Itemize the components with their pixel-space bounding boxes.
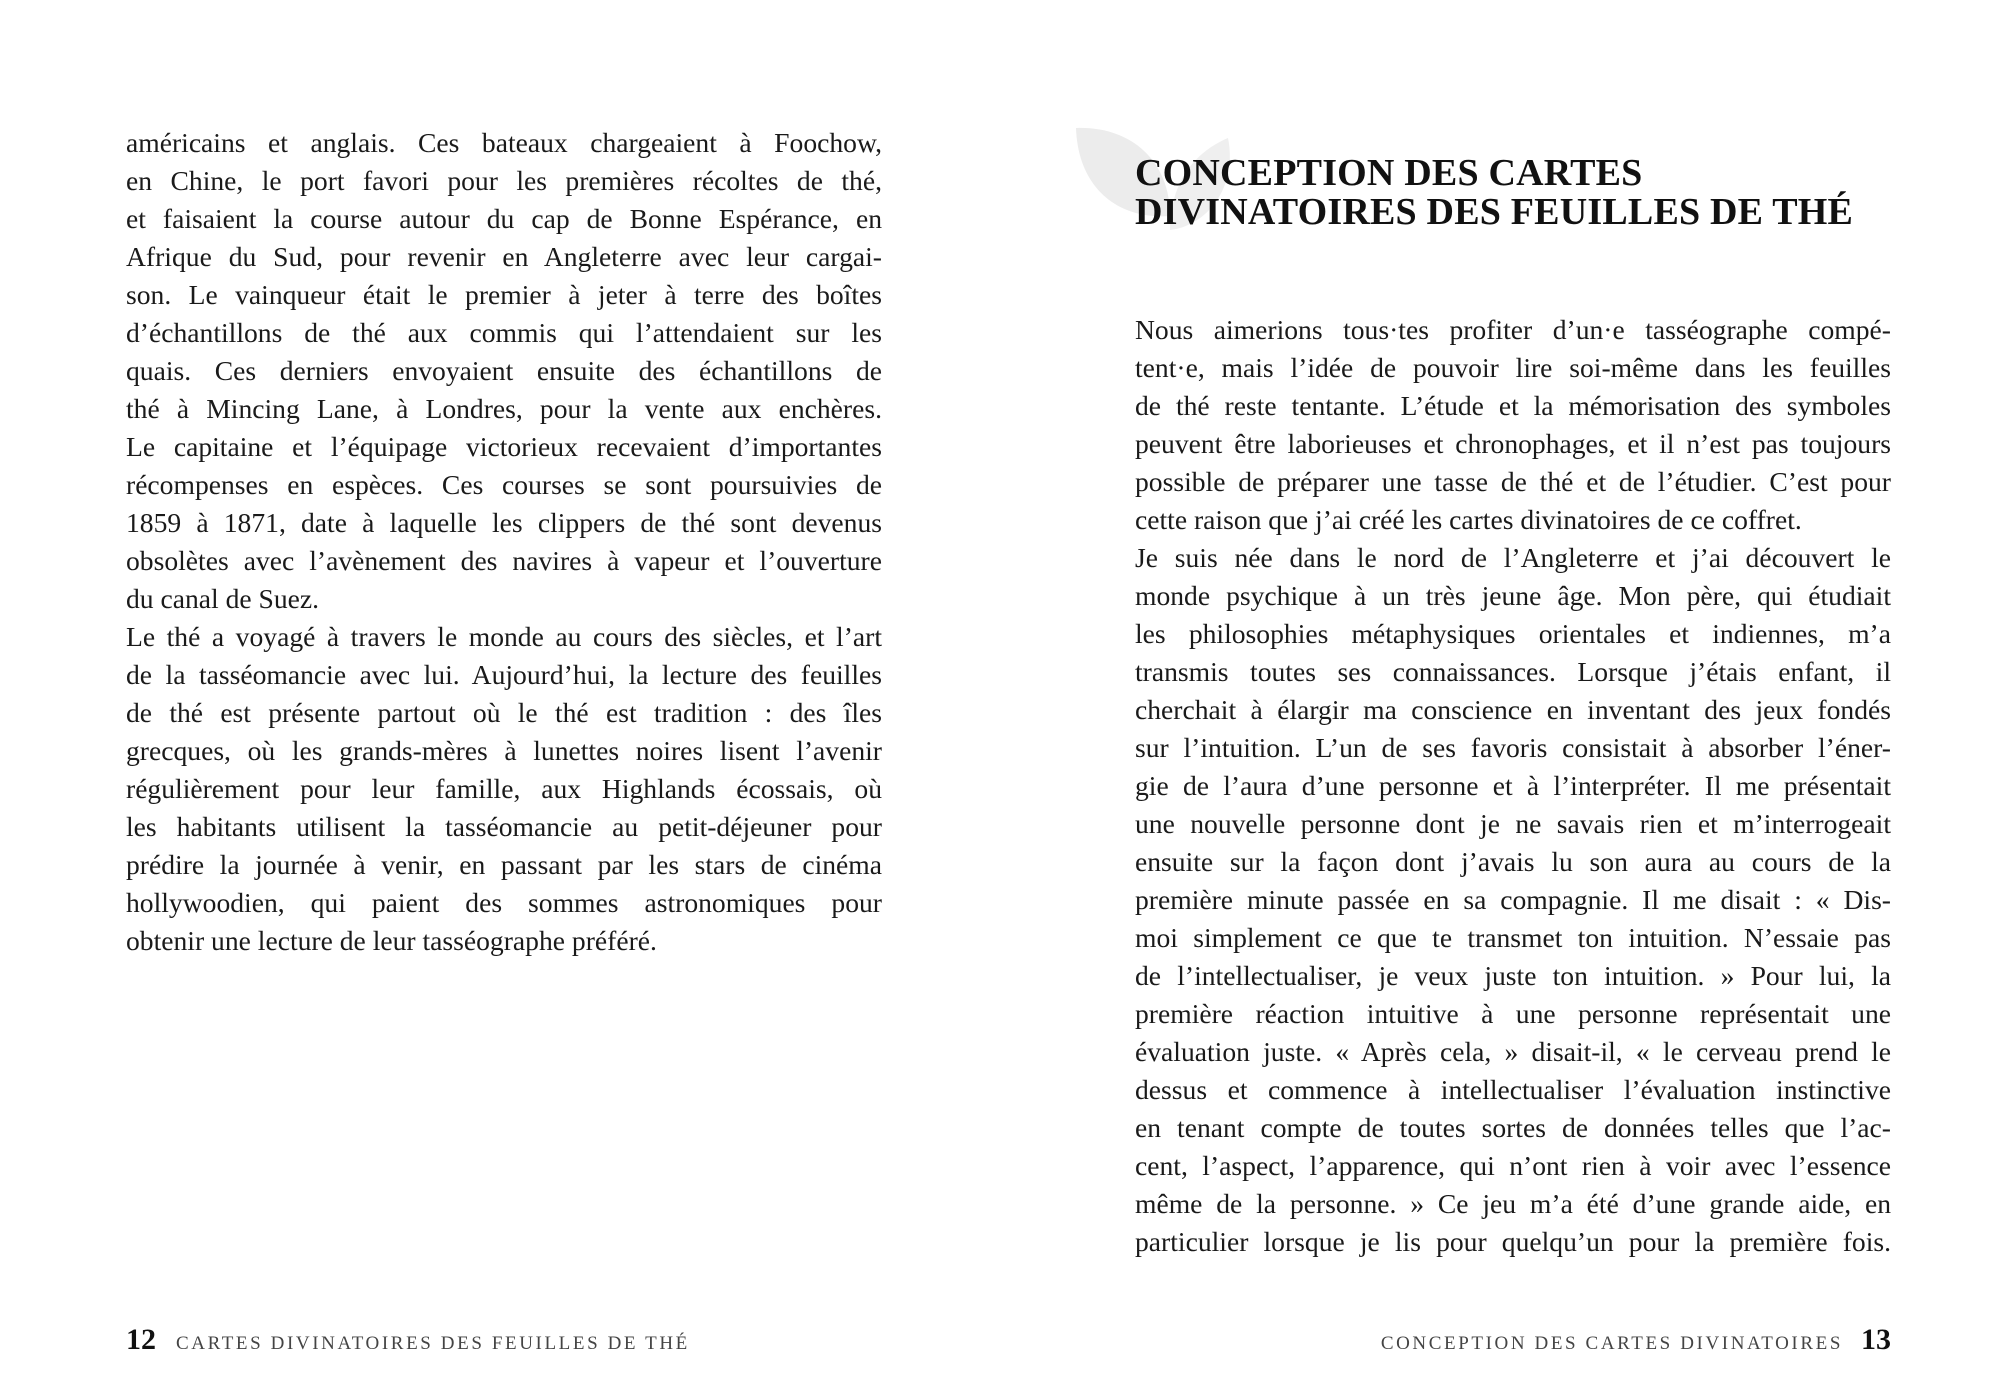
text-line: les philosophies métaphysiques orientales et indiennes, m’a bbox=[1135, 618, 1891, 649]
text-line: monde psychique à un très jeune âge. Mon père, qui étudiait bbox=[1135, 580, 1891, 611]
left-page-footer bbox=[126, 1323, 690, 1357]
text-line: en tenant compte de toutes sortes de données telles que l’ac- bbox=[1135, 1112, 1891, 1143]
running-head: CONCEPTION DES CARTES DIVINATOIRES bbox=[1380, 1333, 1843, 1354]
text-line: cette raison que j’ai créé les cartes divinatoires de ce coffret. bbox=[1135, 504, 1802, 535]
text-line: obtenir une lecture de leur tasséographe préféré. bbox=[126, 925, 657, 956]
left-page-body bbox=[126, 124, 882, 960]
text-line: les habitants utilisent la tasséomancie au petit-déjeuner pour bbox=[126, 811, 882, 842]
text-line: grecques, où les grands-mères à lunettes noires lisent l’avenir bbox=[126, 735, 882, 766]
page-number: 12 bbox=[126, 1323, 156, 1356]
text-line: de la tasséomancie avec lui. Aujourd’hui, la lecture des feuilles bbox=[126, 659, 882, 690]
text-line: son. Le vainqueur était le premier à jeter à terre des boîtes bbox=[126, 279, 882, 310]
text-line: obsolètes avec l’avènement des navires à vapeur et l’ouverture bbox=[126, 545, 882, 576]
text-line: hollywoodien, qui paient des sommes astronomiques pour bbox=[126, 887, 882, 918]
text-line: thé à Mincing Lane, à Londres, pour la vente aux enchères. bbox=[126, 393, 882, 424]
text-line: cent, l’aspect, l’apparence, qui n’ont rien à voir avec l’essence bbox=[1135, 1150, 1891, 1181]
text-line: moi simplement ce que te transmet ton intuition. N’essaie pas bbox=[1135, 922, 1891, 953]
text-line: prédire la journée à venir, en passant par les stars de cinéma bbox=[126, 849, 882, 880]
text-line: tent·e, mais l’idée de pouvoir lire soi-même dans les feuilles bbox=[1135, 352, 1891, 383]
text-line: transmis toutes ses connaissances. Lorsque j’étais enfant, il bbox=[1135, 656, 1891, 687]
text-line: évaluation juste. « Après cela, » disait-il, « le cerveau prend le bbox=[1135, 1036, 1891, 1067]
text-line: sur l’intuition. L’un de ses favoris consistait à absorber l’éner- bbox=[1135, 732, 1891, 763]
text-line: une nouvelle personne dont je ne savais rien et m’interrogeait bbox=[1135, 808, 1891, 839]
text-line: Afrique du Sud, pour revenir en Angleterre avec leur cargai- bbox=[126, 241, 882, 272]
text-line: particulier lorsque je lis pour quelqu’un pour la première fois. bbox=[1135, 1226, 1891, 1257]
chapter-title-line: DIVINATOIRES DES FEUILLES DE THÉ bbox=[1135, 191, 1854, 233]
text-line: de thé est présente partout où le thé est tradition : des îles bbox=[126, 697, 882, 728]
right-page-body bbox=[1135, 311, 1891, 1261]
text-line: même de la personne. » Ce jeu m’a été d’une grande aide, en bbox=[1135, 1188, 1891, 1219]
text-line: du canal de Suez. bbox=[126, 583, 320, 614]
text-line: régulièrement pour leur famille, aux Highlands écossais, où bbox=[126, 773, 882, 804]
text-line: en Chine, le port favori pour les premières récoltes de thé, bbox=[126, 165, 882, 196]
text-line: possible de préparer une tasse de thé et de l’étudier. C’est pour bbox=[1135, 466, 1891, 497]
text-line: dessus et commence à intellectualiser l’évaluation instinctive bbox=[1135, 1074, 1891, 1105]
text-line: Le capitaine et l’équipage victorieux recevaient d’importantes bbox=[126, 431, 882, 462]
text-line: cherchait à élargir ma conscience en inventant des jeux fondés bbox=[1135, 694, 1891, 725]
left-page bbox=[0, 0, 998, 1400]
chapter-title bbox=[1135, 154, 1853, 232]
text-line: américains et anglais. Ces bateaux chargeaient à Foochow, bbox=[126, 127, 882, 158]
text-line: récompenses en espèces. Ces courses se sont poursuivies de bbox=[126, 469, 882, 500]
paragraph bbox=[126, 618, 882, 960]
paragraph bbox=[126, 124, 882, 618]
text-line: ensuite sur la façon dont j’avais lu son aura au cours de la bbox=[1135, 846, 1891, 877]
chapter-title-line: CONCEPTION DES CARTES bbox=[1135, 152, 1643, 194]
text-line: gie de l’aura d’une personne et à l’interpréter. Il me présentait bbox=[1135, 770, 1891, 801]
text-line: et faisaient la course autour du cap de Bonne Espérance, en bbox=[126, 203, 882, 234]
text-line: première réaction intuitive à une personne représentait une bbox=[1135, 998, 1891, 1029]
text-line: peuvent être laborieuses et chronophages, et il n’est pas toujours bbox=[1135, 428, 1891, 459]
text-line: première minute passée en sa compagnie. Il me disait : « Dis- bbox=[1135, 884, 1891, 915]
text-line: quais. Ces derniers envoyaient ensuite des échantillons de bbox=[126, 355, 882, 386]
paragraph bbox=[1135, 539, 1891, 1261]
running-head: CARTES DIVINATOIRES DES FEUILLES DE THÉ bbox=[176, 1333, 690, 1354]
right-page bbox=[998, 0, 1997, 1400]
text-line: Le thé a voyagé à travers le monde au cours des siècles, et l’art bbox=[126, 621, 882, 652]
paragraph bbox=[1135, 311, 1891, 539]
text-line: de l’intellectualiser, je veux juste ton intuition. » Pour lui, la bbox=[1135, 960, 1891, 991]
text-line: d’échantillons de thé aux commis qui l’attendaient sur les bbox=[126, 317, 882, 348]
text-line: Nous aimerions tous·tes profiter d’un·e tasséographe compé- bbox=[1135, 314, 1891, 345]
text-line: Je suis née dans le nord de l’Angleterre et j’ai découvert le bbox=[1135, 542, 1891, 573]
right-page-footer bbox=[1381, 1323, 1891, 1357]
text-line: de thé reste tentante. L’étude et la mémorisation des symboles bbox=[1135, 390, 1891, 421]
page-number: 13 bbox=[1861, 1323, 1891, 1356]
text-line: 1859 à 1871, date à laquelle les clippers de thé sont devenus bbox=[126, 507, 882, 538]
